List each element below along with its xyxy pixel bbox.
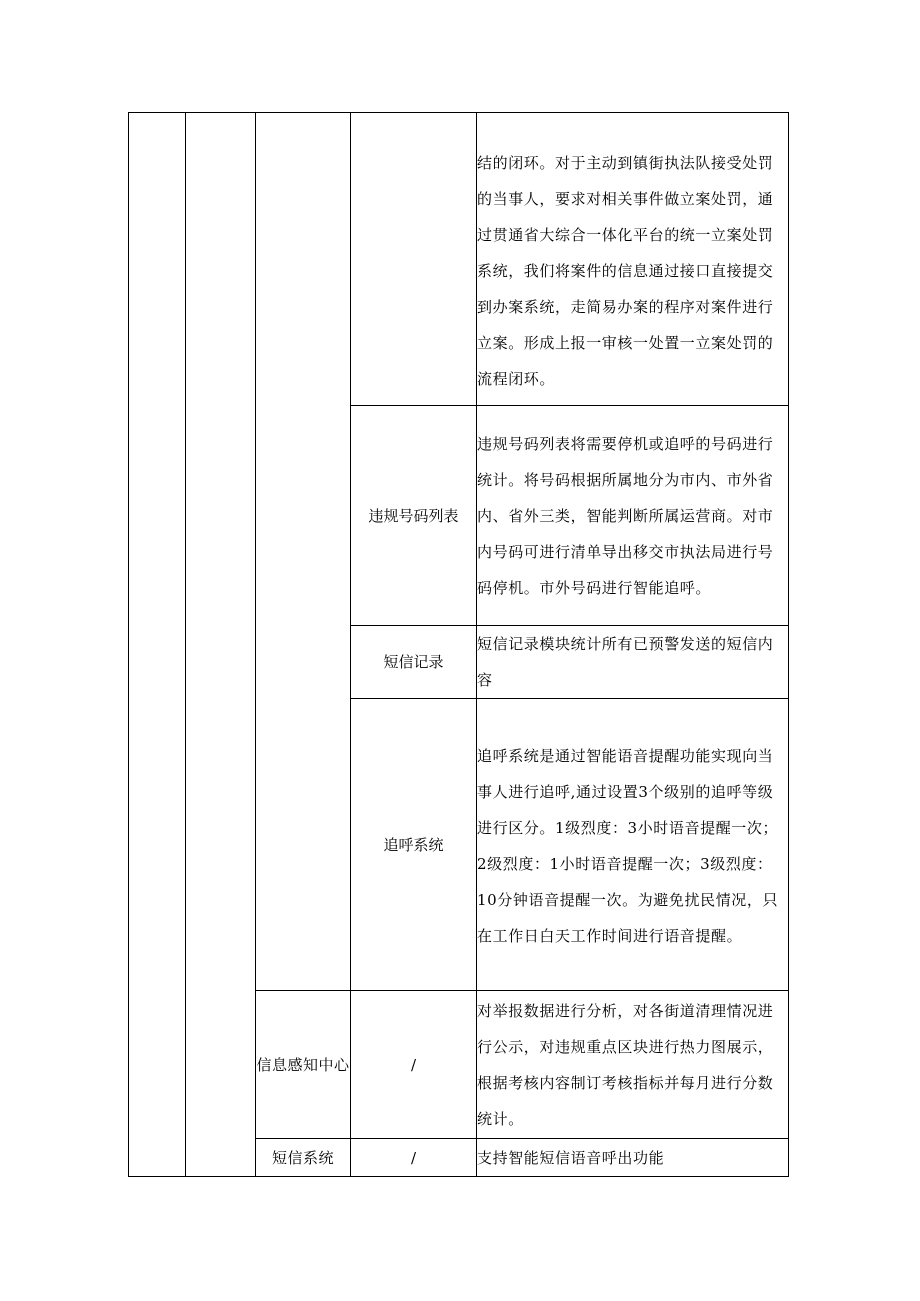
module-cell: 信息感知中心 [256, 991, 351, 1139]
feature-cell: 违规号码列表 [351, 406, 477, 626]
description-text: 短信记录模块统计所有已预警发送的短信内容 [477, 635, 774, 689]
description-cell [477, 406, 789, 626]
col2-cell [186, 113, 256, 1177]
feature-cell: / [351, 991, 477, 1139]
description-text: 结的闭环。对于主动到镇街执法队接受处罚的当事人，要求对相关事件做立案处罚，通过贯通省大综合一体化平台的统一立案处罚系统，我们将案件的信息通过接口直接提交到办案系统，走简易办案的程序对案件进行立案。形成上报一审核一处置一立案处罚的流程闭环。 [477, 154, 774, 388]
module-cell [256, 113, 351, 991]
feature-cell: 追呼系统 [351, 699, 477, 991]
description-cell [477, 1139, 789, 1177]
description-cell [477, 113, 789, 406]
description-cell [477, 626, 789, 699]
description-cell [477, 699, 789, 991]
feature-cell [351, 113, 477, 406]
col1-cell [129, 113, 186, 1177]
description-cell [477, 991, 789, 1139]
description-text: 支持智能短信语音呼出功能 [477, 1148, 665, 1167]
description-text: 违规号码列表将需要停机或追呼的号码进行统计。将号码根据所属地分为市内、市外省内、省外三类，智能判断所属运营商。对市内号码可进行清单导出移交市执法局进行号码停机。市外号码进行智能追呼。 [477, 434, 774, 597]
spec-table [128, 112, 789, 1177]
table-row [129, 113, 789, 406]
description-text: 对举报数据进行分析，对各街道清理情况进行公示，对违规重点区块进行热力图展示，根据考核内容制订考核指标并每月进行分数统计。 [477, 1001, 774, 1128]
description-text: 追呼系统是通过智能语音提醒功能实现向当事人进行追呼,通过设置3个级别的追呼等级进行区分。1级烈度：3小时语音提醒一次；2级烈度：1小时语音提醒一次；3级烈度：10分钟语音提醒一次。为避免扰民情况，只在工作日白天工作时间进行语音提醒。 [477, 746, 779, 945]
feature-cell: 短信记录 [351, 626, 477, 699]
feature-cell: / [351, 1139, 477, 1177]
module-cell: 短信系统 [256, 1139, 351, 1177]
